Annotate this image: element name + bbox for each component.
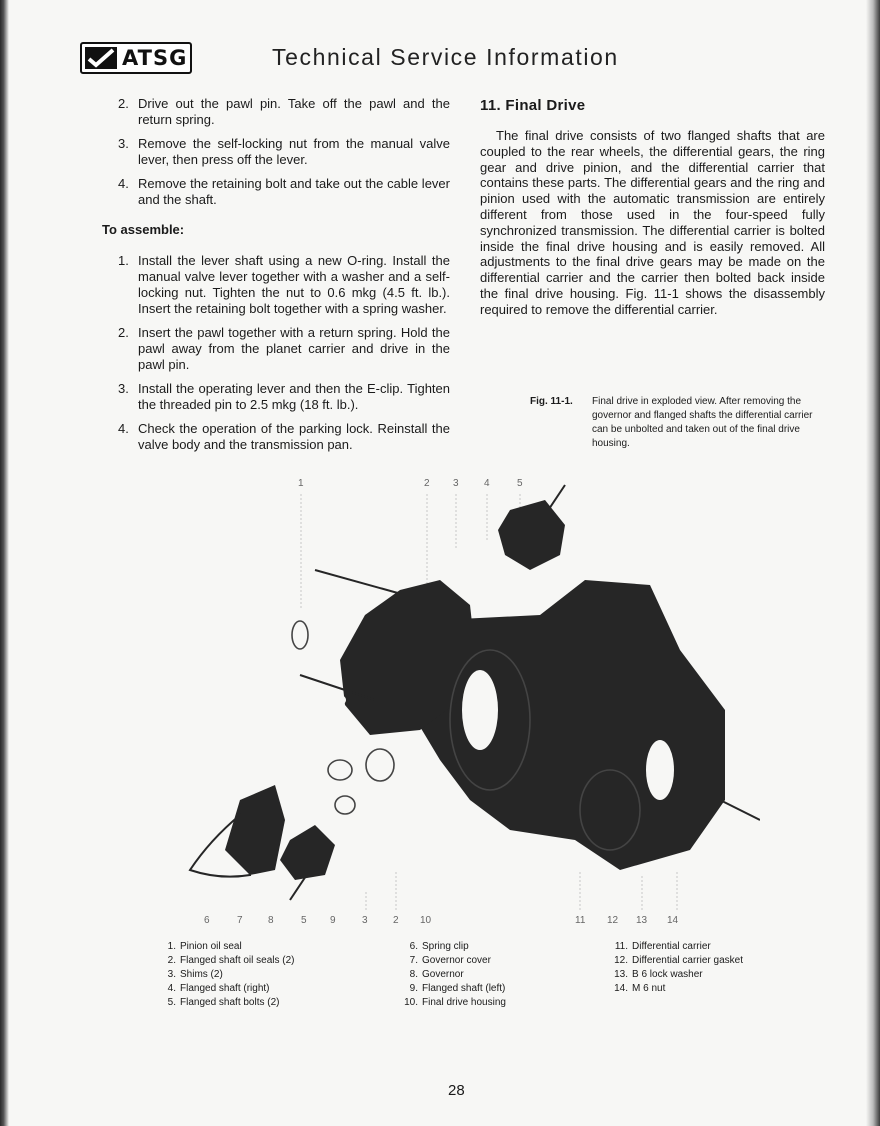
assembly-steps bbox=[100, 253, 450, 453]
parts-legend-col-1 bbox=[160, 940, 295, 1010]
list-item: 3. Install the operating lever and then the E-clip. Tighten the threaded pin to 2.5 mkg (18 ft. lb.). bbox=[118, 381, 450, 412]
legend-row: 10. Final drive housing bbox=[404, 997, 506, 1008]
callout-2b: 2 bbox=[393, 915, 399, 926]
scan-edge-left bbox=[0, 0, 9, 1126]
legend-row: 13. B 6 lock washer bbox=[614, 969, 703, 980]
check-mark-icon bbox=[85, 47, 117, 69]
callout-5b: 5 bbox=[301, 915, 307, 926]
legend-row: 5. Flanged shaft bolts (2) bbox=[167, 997, 280, 1008]
list-item: 2. Insert the pawl together with a return spring. Hold the pawl away from the planet carrier and drive in the pawl pin. bbox=[118, 325, 450, 372]
callout-11: 11 bbox=[575, 915, 586, 926]
page-title: Technical Service Information bbox=[272, 44, 619, 70]
legend-row: 11. Differential carrier bbox=[614, 941, 711, 952]
legend-row: 12. Differential carrier gasket bbox=[614, 955, 743, 966]
section-title: 11. Final Drive bbox=[480, 97, 586, 114]
callout-13: 13 bbox=[636, 915, 648, 926]
callout-3: 3 bbox=[453, 478, 459, 489]
legend-row: 8. Governor bbox=[409, 969, 464, 980]
right-column bbox=[480, 98, 825, 318]
exploded-view-illustration bbox=[180, 470, 760, 930]
parts-legend-col-2 bbox=[402, 940, 506, 1010]
parts-legend-col-3 bbox=[612, 940, 743, 996]
callout-7: 7 bbox=[237, 915, 243, 926]
list-item: 3. Remove the self-locking nut from the manual valve lever, then press off the lever. bbox=[118, 136, 450, 167]
legend-row: 1. Pinion oil seal bbox=[167, 941, 242, 952]
callout-10: 10 bbox=[420, 915, 432, 926]
disassembly-steps bbox=[100, 96, 450, 208]
legend-row: 7. Governor cover bbox=[409, 955, 491, 966]
callout-5: 5 bbox=[517, 478, 523, 489]
callout-2: 2 bbox=[424, 478, 430, 489]
list-item: 2. Drive out the pawl pin. Take off the pawl and the return spring. bbox=[118, 96, 450, 127]
page-header bbox=[80, 42, 860, 78]
logo-text: ATSG bbox=[122, 46, 188, 70]
page-number: 28 bbox=[448, 1082, 465, 1099]
figure-label: Fig. 11-1. bbox=[530, 396, 573, 407]
left-column bbox=[100, 96, 450, 461]
legend-row: 2. Flanged shaft oil seals (2) bbox=[167, 955, 295, 966]
assemble-heading: To assemble: bbox=[102, 222, 185, 237]
legend-row: 14. M 6 nut bbox=[614, 983, 666, 994]
callout-4: 4 bbox=[484, 478, 490, 489]
legend-row: 4. Flanged shaft (right) bbox=[167, 983, 270, 994]
callout-6: 6 bbox=[204, 915, 210, 926]
callout-8: 8 bbox=[268, 915, 274, 926]
callout-3b: 3 bbox=[362, 915, 368, 926]
legend-row: 3. Shims (2) bbox=[167, 969, 223, 980]
scan-edge-right bbox=[866, 0, 880, 1126]
body-paragraph: The final drive consists of two flanged shafts that are coupled to the rear wheels, the differential gears, the ring gear and drive pinion, and the differential carrier that contains these parts. The differential gears and the ring and pinion used with the automatic transmission are entirely different from those used in the four-speed fully synchronized transmission. The differential carrier is bolted inside the final drive housing and is easily removed. All adjustments to the final drive gears may be made on the differential carrier and the carrier then bolted back inside the final drive housing. Fig. 11-1 shows the disassembly required to remove the differential carrier. bbox=[480, 128, 825, 317]
atsg-logo bbox=[80, 42, 192, 74]
figure-caption-text: Final drive in exploded view. After removing the governor and flanged shafts the differential carrier can be unbolted and taken out of the final drive housing. bbox=[592, 396, 813, 449]
exploded-view-drawing bbox=[180, 470, 760, 930]
callout-9: 9 bbox=[330, 915, 336, 926]
callout-14: 14 bbox=[667, 915, 679, 926]
callout-1: 1 bbox=[298, 478, 304, 489]
list-item: 4. Check the operation of the parking lock. Reinstall the valve body and the transmission pan. bbox=[118, 421, 450, 452]
list-item: 1. Install the lever shaft using a new O-ring. Install the manual valve lever together with a washer and a self-locking nut. Tighten the nut to 0.6 mkg (4.5 ft. lb.). Insert the retaining bolt together with a spring washer. bbox=[118, 253, 450, 316]
callout-12: 12 bbox=[607, 915, 619, 926]
legend-row: 9. Flanged shaft (left) bbox=[409, 983, 506, 994]
list-item: 4. Remove the retaining bolt and take out the cable lever and the shaft. bbox=[118, 176, 450, 207]
figure-caption bbox=[530, 395, 826, 451]
legend-row: 6. Spring clip bbox=[409, 941, 469, 952]
